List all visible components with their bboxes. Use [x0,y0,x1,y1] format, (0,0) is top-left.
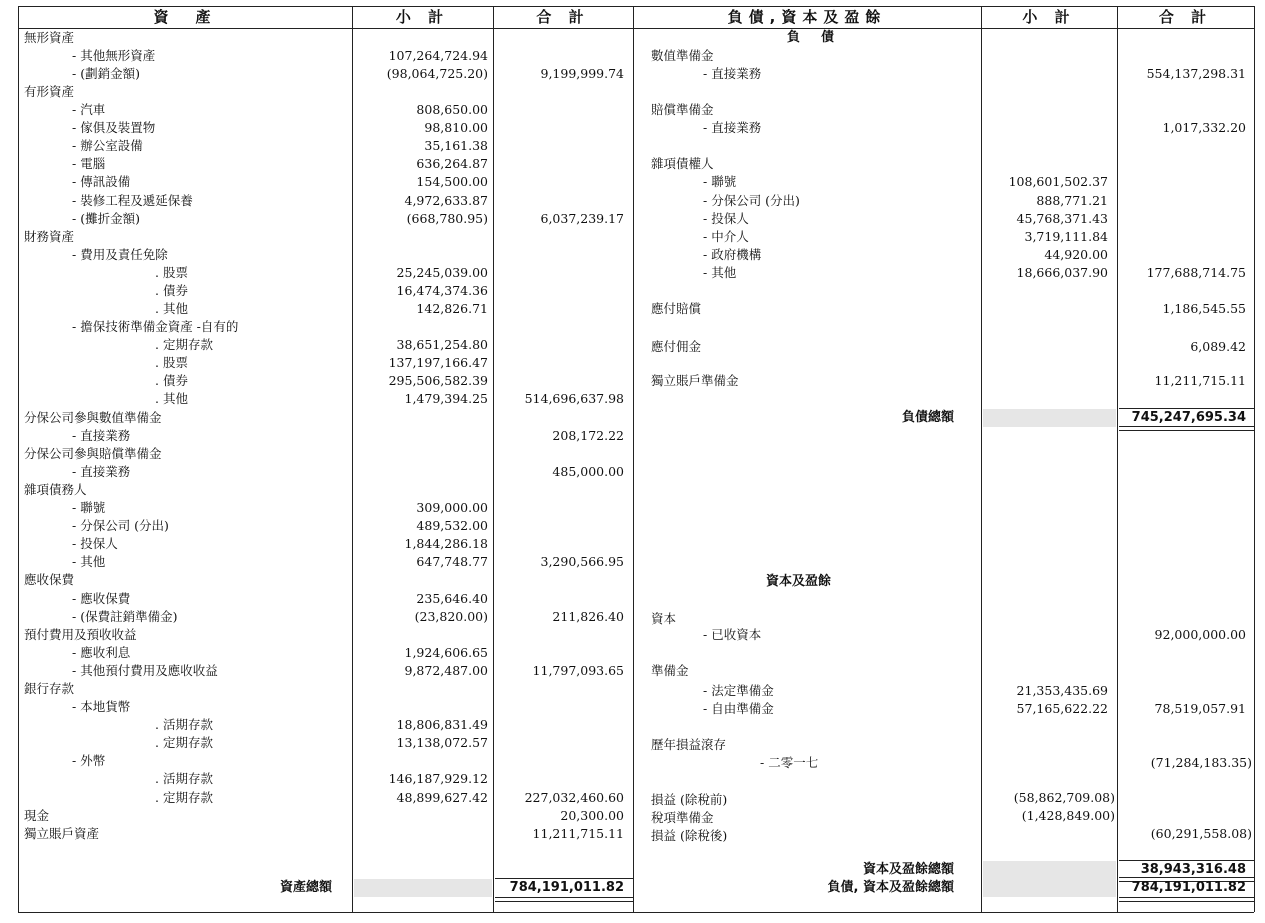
header-subtotal-left: 小 計 [395,8,450,26]
liability-total: 1,186,545.55 [1162,301,1246,316]
asset-label: . 債券 [155,373,188,388]
asset-subtotal: 9,872,487.00 [404,663,488,678]
liabilities-total-label: 負債總額 [901,410,954,425]
asset-label: . 定期存款 [155,735,213,750]
asset-label: - 投保人 [72,536,118,551]
equity-label: - 二零一七 [760,755,819,770]
equity-label: - 已收資本 [703,627,762,642]
equity-label: 歷年損益滾存 [651,737,727,752]
liability-label: - 直接業務 [703,66,762,81]
equity-section-title: 資本及盈餘 [766,574,832,589]
grand-total-value: 784,191,011.82 [1131,880,1246,895]
equity-label: 損益 (除稅前) [651,792,728,807]
equity-label: 損益 (除稅後) [651,828,728,843]
asset-subtotal: 98,810.00 [424,120,488,135]
asset-subtotal: 235,646.40 [416,591,488,606]
asset-total: 211,826.40 [552,609,624,624]
asset-label: . 債券 [155,283,188,298]
col-divider-4 [981,6,982,912]
asset-label: - 電腦 [72,156,106,171]
col-divider-2 [493,6,494,912]
equity-label: 稅項準備金 [651,810,714,825]
asset-subtotal: 295,506,582.39 [388,373,488,388]
asset-subtotal: (23,820.00) [414,609,488,624]
asset-total: 20,300.00 [560,808,624,823]
assets-total-label: 資產總額 [279,880,332,895]
equity-label: 資本 [651,611,677,626]
equity-total-value: 38,943,316.48 [1140,862,1246,877]
asset-label: - 傳訊設備 [72,174,131,189]
asset-total: 3,290,566.95 [540,554,624,569]
shaded-cell [983,409,1116,427]
liability-subtotal: 45,768,371.43 [1016,211,1108,226]
liabilities-total: 745,247,695.34 [1131,410,1246,425]
asset-label: - 其他 [72,554,106,569]
liability-label: - 政府機構 [703,247,762,262]
col-divider-5 [1117,6,1118,912]
asset-label: - (劃銷金額) [72,66,140,81]
asset-subtotal: 18,806,831.49 [396,717,488,732]
col-divider-1 [352,6,353,912]
asset-label: 有形資產 [24,84,75,99]
asset-subtotal: 107,264,724.94 [388,48,488,63]
asset-label: - 汽車 [72,102,106,117]
asset-label: . 定期存款 [155,790,213,805]
asset-label: . 股票 [155,265,188,280]
liability-label: 應付佣金 [651,339,702,354]
asset-label: . 定期存款 [155,337,213,352]
liability-label: 數值準備金 [651,48,714,63]
asset-label: . 其他 [155,391,188,406]
asset-subtotal: 35,161.38 [424,138,488,153]
liability-subtotal: 18,666,037.90 [1016,265,1108,280]
asset-label: - 擔保技術準備金資產 -自有的 [72,319,239,334]
asset-total: 6,037,239.17 [540,211,624,226]
asset-label: - 直接業務 [72,464,131,479]
liability-subtotal: 888,771.21 [1036,193,1108,208]
asset-label: 預付費用及預收收益 [24,627,137,642]
header-assets: 資 產 [153,8,217,26]
equity-subtotal: (1,428,849.00) [1021,808,1115,823]
liability-subtotal: 44,920.00 [1044,247,1108,262]
asset-label: - 其他預付費用及應收收益 [72,663,218,678]
liability-label: - 其他 [703,265,737,280]
asset-total: 485,000.00 [552,464,624,479]
asset-label: 分保公司參與賠償準備金 [24,446,162,461]
asset-label: - 裝修工程及遞延保養 [72,193,193,208]
liability-label: 雜項債權人 [651,156,714,171]
asset-subtotal: (668,780.95) [406,211,488,226]
asset-subtotal: 16,474,374.36 [396,283,488,298]
liability-total: 11,211,715.11 [1154,373,1246,388]
asset-subtotal: 489,532.00 [416,518,488,533]
asset-subtotal: 647,748.77 [416,554,488,569]
asset-label: 獨立賬戶資產 [24,826,100,841]
asset-label: - (保費註銷準備金) [72,609,178,624]
header-divider [18,28,1254,29]
liability-label: - 投保人 [703,211,749,226]
liability-subtotal: 3,719,111.84 [1024,229,1108,244]
double-rule [1119,897,1254,902]
equity-label: 準備金 [651,663,689,678]
equity-subtotal: (58,862,709.08) [1013,790,1115,805]
liabilities-section-title: 負 債 [787,30,839,45]
asset-label: 雜項債務人 [24,482,87,497]
asset-label: - 應收利息 [72,645,131,660]
asset-total: 208,172.22 [552,428,624,443]
liability-label: 應付賠償 [651,301,702,316]
asset-subtotal: 48,899,627.42 [396,790,488,805]
liability-total: 554,137,298.31 [1146,66,1246,81]
equity-total: (71,284,183.35) [1150,755,1252,770]
asset-label: - 外幣 [72,753,106,768]
asset-total: 227,032,460.60 [524,790,624,805]
asset-label: . 股票 [155,355,188,370]
liability-label: - 中介人 [703,229,749,244]
equity-total: 78,519,057.91 [1154,701,1246,716]
equity-total: 92,000,000.00 [1154,627,1246,642]
liability-label: - 直接業務 [703,120,762,135]
asset-label: 銀行存款 [24,681,75,696]
liability-label: - 分保公司 (分出) [703,193,800,208]
header-total-left: 合 計 [536,8,590,26]
asset-label: - 費用及責任免除 [72,247,168,262]
asset-subtotal: 137,197,166.47 [388,355,488,370]
liability-label: 獨立賬戶準備金 [651,373,739,388]
shaded-cell [983,861,1116,897]
asset-total: 9,199,999.74 [540,66,624,81]
header-total-right: 合 計 [1158,8,1213,26]
header-liabilities: 負債,資本及盈餘 [727,8,887,26]
asset-label: - 聯號 [72,500,106,515]
liability-total: 177,688,714.75 [1146,265,1246,280]
asset-label: - 應收保費 [72,591,131,606]
asset-subtotal: 142,826.71 [416,301,488,316]
asset-label: 現金 [24,808,50,823]
asset-subtotal: 309,000.00 [416,500,488,515]
asset-label: - 傢俱及裝置物 [72,120,156,135]
asset-subtotal: 154,500.00 [416,174,488,189]
asset-label: - 本地貨幣 [72,699,131,714]
col-divider-0 [18,6,19,912]
equity-subtotal: 57,165,622.22 [1016,701,1108,716]
equity-total: (60,291,558.08) [1150,826,1252,841]
asset-subtotal: 13,138,072.57 [396,735,488,750]
asset-label: . 其他 [155,301,188,316]
frame-bottom [18,912,1254,913]
liability-label: - 聯號 [703,174,737,189]
liability-subtotal: 108,601,502.37 [1008,174,1108,189]
double-rule [1119,426,1254,431]
equity-label: - 法定準備金 [703,683,774,698]
asset-subtotal: 25,245,039.00 [396,265,488,280]
asset-label: - 分保公司 (分出) [72,518,169,533]
equity-label: - 自由準備金 [703,701,774,716]
asset-total: 514,696,637.98 [524,391,624,406]
col-divider-6 [1254,6,1255,912]
asset-subtotal: 4,972,633.87 [404,193,488,208]
grand-total-label: 負債, 資本及盈餘總額 [827,880,954,895]
asset-subtotal: 38,651,254.80 [396,337,488,352]
asset-subtotal: 1,844,286.18 [404,536,488,551]
liability-label: 賠償準備金 [651,102,714,117]
asset-label: 分保公司參與數值準備金 [24,410,162,425]
asset-label: 財務資產 [24,229,75,244]
asset-subtotal: (98,064,725.20) [386,66,488,81]
shaded-cell [354,879,492,897]
asset-label: - 直接業務 [72,428,131,443]
asset-subtotal: 1,924,606.65 [404,645,488,660]
asset-total: 11,797,093.65 [532,663,624,678]
double-rule [495,897,633,902]
header-subtotal-right: 小 計 [1022,8,1076,26]
asset-label: . 活期存款 [155,771,213,786]
asset-subtotal: 808,650.00 [416,102,488,117]
asset-subtotal: 146,187,929.12 [388,771,488,786]
asset-label: - 其他無形資產 [72,48,156,63]
asset-label: 應收保費 [24,572,75,587]
asset-subtotal: 636,264.87 [416,156,488,171]
asset-label: - (攤折金額) [72,211,140,226]
asset-label: 無形資產 [24,30,75,45]
col-divider-3 [633,6,634,912]
asset-subtotal: 1,479,394.25 [404,391,488,406]
liability-total: 6,089.42 [1190,339,1246,354]
liability-total: 1,017,332.20 [1162,120,1246,135]
asset-total: 11,211,715.11 [532,826,624,841]
equity-subtotal: 21,353,435.69 [1016,683,1108,698]
asset-label: - 辦公室設備 [72,138,143,153]
assets-grand-total: 784,191,011.82 [509,880,624,895]
asset-label: . 活期存款 [155,717,213,732]
equity-total-label: 資本及盈餘總額 [862,862,954,877]
